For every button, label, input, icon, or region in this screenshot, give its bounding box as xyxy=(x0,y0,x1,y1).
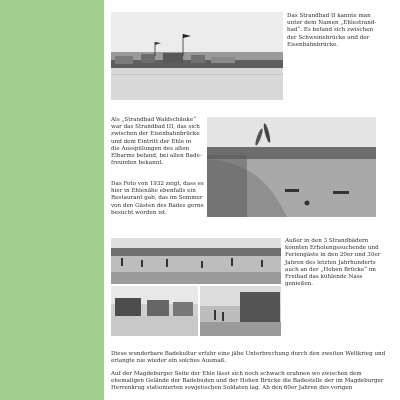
body-paragraph-2: Auf der Magdeburger Seite der Ehle lässt sich noch schwach erahnen wo zwischen dem ehemaligen Gelände der Badebuden und der Hohen Brücke die Badestelle der im Magdeburger Herrenkrug stationierten sowjetischen Soldaten lag. Ab den 60er Jahren des vorigen xyxy=(111,370,384,392)
photo-steg xyxy=(200,286,281,336)
body-paragraph-1: Diese wunderbare Badekultur erfuhr eine jähe Unterbrechung durch den zweiten Weltkrieg und erlangte nie wieder ein solches Ausmaß. xyxy=(111,351,386,365)
body-text xyxy=(111,351,391,397)
caption-freibad-hohe-bruecke: Außer in den 3 Strandbädern konnten Erholungssuchende und Feriengäste in den 20er und 30er Jahren des letzten Jahrhunderts auch an der „Hohen Brücke“ im Freibad das kühlende Nass genießen. xyxy=(285,238,381,288)
photo-freibad-hohe-bruecke xyxy=(111,238,281,284)
document-page xyxy=(104,0,400,400)
photo-strandbad-ii xyxy=(111,12,283,100)
green-side-band xyxy=(0,0,104,400)
caption-strandbad-iii: Als „Strandbad Waldschänke“ war das Strandbad III, das sich zwischen der Eisenbahnbrücke und dem Eintritt der Ehle in die Ausspülungen des alten Elbarms befand, bei allen Bade- freunden bekannt. xyxy=(111,117,202,167)
caption-strandbad-ii: Das Strandbad II kannte man unter dem Namen „Ehlestrand- bad“. Es befand sich zwischen der Schweinebrücke und der Eisenbahnbrücke. xyxy=(287,13,377,48)
photo-badebuden xyxy=(111,286,198,336)
photo-strandbad-waldschaenke xyxy=(207,117,376,217)
caption-restaurant-1932: Das Foto von 1932 zeigt, dass es hier in Ehlenähe ebenfalls ein Restaurant gab, das im Sommer von den Gästen des Bades gerne besucht worden ist. xyxy=(111,181,204,216)
